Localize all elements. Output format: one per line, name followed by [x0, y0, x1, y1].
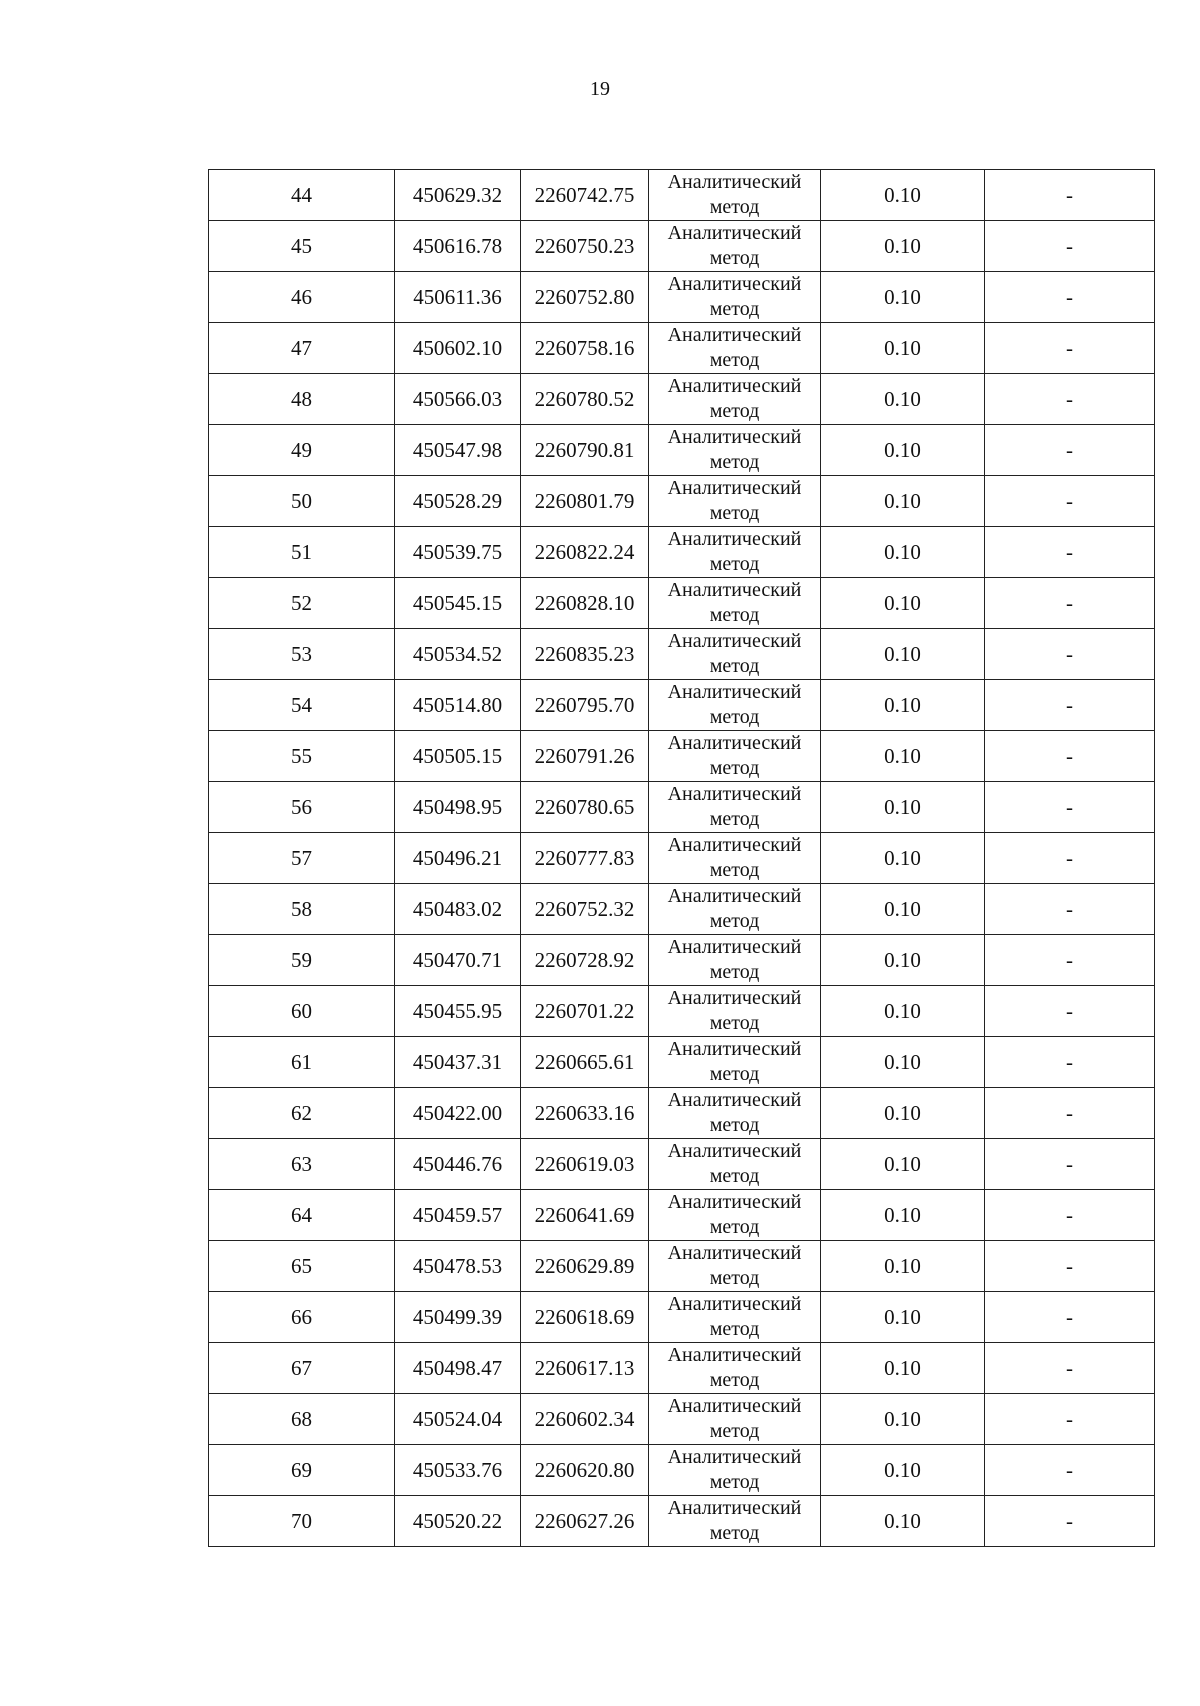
x-coordinate-cell: 450499.39 [395, 1292, 521, 1343]
x-coordinate-cell: 450520.22 [395, 1496, 521, 1547]
method-text: метод [709, 1318, 760, 1340]
point-number-cell: 67 [209, 1343, 395, 1394]
note-cell: - [985, 1088, 1155, 1139]
accuracy-cell: 0.10 [821, 1445, 985, 1496]
x-coordinate-cell: 450533.76 [395, 1445, 521, 1496]
table-row [209, 221, 1155, 272]
method-cell [649, 476, 821, 527]
method-text: Аналитический [667, 783, 802, 805]
method-text: метод [709, 604, 760, 626]
point-number-cell: 46 [209, 272, 395, 323]
method-text: метод [709, 502, 760, 524]
x-coordinate-cell: 450602.10 [395, 323, 521, 374]
method-text: Аналитический [667, 630, 802, 652]
note-cell: - [985, 629, 1155, 680]
method-cell [649, 1088, 821, 1139]
note-cell: - [985, 1496, 1155, 1547]
y-coordinate-cell: 2260701.22 [521, 986, 649, 1037]
method-text: метод [709, 655, 760, 677]
method-cell [649, 1445, 821, 1496]
table-row [209, 629, 1155, 680]
note-cell: - [985, 935, 1155, 986]
y-coordinate-cell: 2260633.16 [521, 1088, 649, 1139]
table-row [209, 170, 1155, 221]
method-text: метод [709, 1063, 760, 1085]
method-text: метод [709, 757, 760, 779]
point-number-cell: 51 [209, 527, 395, 578]
note-cell: - [985, 833, 1155, 884]
y-coordinate-cell: 2260629.89 [521, 1241, 649, 1292]
method-text: Аналитический [667, 579, 802, 601]
table-row [209, 374, 1155, 425]
method-text: метод [709, 400, 760, 422]
accuracy-cell: 0.10 [821, 986, 985, 1037]
method-text: Аналитический [667, 987, 802, 1009]
y-coordinate-cell: 2260728.92 [521, 935, 649, 986]
table-row [209, 731, 1155, 782]
method-text: метод [709, 1012, 760, 1034]
method-cell [649, 1190, 821, 1241]
note-cell: - [985, 476, 1155, 527]
accuracy-cell: 0.10 [821, 476, 985, 527]
accuracy-cell: 0.10 [821, 578, 985, 629]
point-number-cell: 68 [209, 1394, 395, 1445]
y-coordinate-cell: 2260752.32 [521, 884, 649, 935]
accuracy-cell: 0.10 [821, 170, 985, 221]
x-coordinate-cell: 450496.21 [395, 833, 521, 884]
table-row [209, 1445, 1155, 1496]
table-row [209, 272, 1155, 323]
point-number-cell: 61 [209, 1037, 395, 1088]
method-text: метод [709, 349, 760, 371]
method-text: метод [709, 706, 760, 728]
table-row [209, 680, 1155, 731]
method-text: метод [709, 1420, 760, 1442]
x-coordinate-cell: 450459.57 [395, 1190, 521, 1241]
y-coordinate-cell: 2260777.83 [521, 833, 649, 884]
accuracy-cell: 0.10 [821, 1190, 985, 1241]
y-coordinate-cell: 2260620.80 [521, 1445, 649, 1496]
method-text: Аналитический [667, 324, 802, 346]
y-coordinate-cell: 2260828.10 [521, 578, 649, 629]
accuracy-cell: 0.10 [821, 1394, 985, 1445]
method-cell [649, 935, 821, 986]
accuracy-cell: 0.10 [821, 1139, 985, 1190]
accuracy-cell: 0.10 [821, 323, 985, 374]
accuracy-cell: 0.10 [821, 1037, 985, 1088]
x-coordinate-cell: 450483.02 [395, 884, 521, 935]
note-cell: - [985, 1343, 1155, 1394]
method-text: Аналитический [667, 834, 802, 856]
point-number-cell: 52 [209, 578, 395, 629]
method-text: Аналитический [667, 426, 802, 448]
x-coordinate-cell: 450455.95 [395, 986, 521, 1037]
x-coordinate-cell: 450528.29 [395, 476, 521, 527]
table-row [209, 782, 1155, 833]
point-number-cell: 53 [209, 629, 395, 680]
method-text: метод [709, 1216, 760, 1238]
note-cell: - [985, 578, 1155, 629]
table-row [209, 1190, 1155, 1241]
note-cell: - [985, 425, 1155, 476]
point-number-cell: 65 [209, 1241, 395, 1292]
method-text: Аналитический [667, 528, 802, 550]
note-cell: - [985, 884, 1155, 935]
y-coordinate-cell: 2260835.23 [521, 629, 649, 680]
point-number-cell: 47 [209, 323, 395, 374]
note-cell: - [985, 221, 1155, 272]
y-coordinate-cell: 2260780.52 [521, 374, 649, 425]
method-text: метод [709, 1165, 760, 1187]
page-number: 19 [590, 78, 610, 100]
y-coordinate-cell: 2260619.03 [521, 1139, 649, 1190]
note-cell: - [985, 986, 1155, 1037]
accuracy-cell: 0.10 [821, 731, 985, 782]
point-number-cell: 63 [209, 1139, 395, 1190]
method-text: Аналитический [667, 477, 802, 499]
accuracy-cell: 0.10 [821, 1496, 985, 1547]
point-number-cell: 69 [209, 1445, 395, 1496]
point-number-cell: 70 [209, 1496, 395, 1547]
method-text: метод [709, 1471, 760, 1493]
method-text: Аналитический [667, 1038, 802, 1060]
method-text: метод [709, 808, 760, 830]
method-text: Аналитический [667, 681, 802, 703]
method-text: Аналитический [667, 1089, 802, 1111]
note-cell: - [985, 374, 1155, 425]
y-coordinate-cell: 2260618.69 [521, 1292, 649, 1343]
y-coordinate-cell: 2260795.70 [521, 680, 649, 731]
method-cell [649, 527, 821, 578]
table-row [209, 986, 1155, 1037]
x-coordinate-cell: 450470.71 [395, 935, 521, 986]
point-number-cell: 57 [209, 833, 395, 884]
coordinates-table [208, 169, 1155, 1547]
point-number-cell: 45 [209, 221, 395, 272]
x-coordinate-cell: 450539.75 [395, 527, 521, 578]
x-coordinate-cell: 450505.15 [395, 731, 521, 782]
method-cell [649, 629, 821, 680]
table-row [209, 1139, 1155, 1190]
method-cell [649, 680, 821, 731]
method-cell [649, 374, 821, 425]
x-coordinate-cell: 450534.52 [395, 629, 521, 680]
method-text: Аналитический [667, 1140, 802, 1162]
method-cell [649, 833, 821, 884]
y-coordinate-cell: 2260822.24 [521, 527, 649, 578]
y-coordinate-cell: 2260791.26 [521, 731, 649, 782]
point-number-cell: 66 [209, 1292, 395, 1343]
method-text: Аналитический [667, 1344, 802, 1366]
point-number-cell: 58 [209, 884, 395, 935]
method-text: Аналитический [667, 1395, 802, 1417]
y-coordinate-cell: 2260801.79 [521, 476, 649, 527]
point-number-cell: 59 [209, 935, 395, 986]
x-coordinate-cell: 450437.31 [395, 1037, 521, 1088]
point-number-cell: 44 [209, 170, 395, 221]
note-cell: - [985, 782, 1155, 833]
y-coordinate-cell: 2260742.75 [521, 170, 649, 221]
accuracy-cell: 0.10 [821, 1343, 985, 1394]
table-row [209, 1292, 1155, 1343]
accuracy-cell: 0.10 [821, 935, 985, 986]
point-number-cell: 49 [209, 425, 395, 476]
method-cell [649, 782, 821, 833]
y-coordinate-cell: 2260641.69 [521, 1190, 649, 1241]
method-text: метод [709, 910, 760, 932]
method-text: метод [709, 451, 760, 473]
accuracy-cell: 0.10 [821, 680, 985, 731]
method-text: метод [709, 859, 760, 881]
method-text: метод [709, 247, 760, 269]
accuracy-cell: 0.10 [821, 629, 985, 680]
method-text: метод [709, 1114, 760, 1136]
y-coordinate-cell: 2260758.16 [521, 323, 649, 374]
table-row [209, 425, 1155, 476]
accuracy-cell: 0.10 [821, 782, 985, 833]
note-cell: - [985, 1292, 1155, 1343]
point-number-cell: 54 [209, 680, 395, 731]
accuracy-cell: 0.10 [821, 221, 985, 272]
point-number-cell: 55 [209, 731, 395, 782]
method-cell [649, 1037, 821, 1088]
x-coordinate-cell: 450616.78 [395, 221, 521, 272]
x-coordinate-cell: 450547.98 [395, 425, 521, 476]
note-cell: - [985, 1241, 1155, 1292]
note-cell: - [985, 1037, 1155, 1088]
note-cell: - [985, 323, 1155, 374]
note-cell: - [985, 1394, 1155, 1445]
method-cell [649, 1241, 821, 1292]
table-row [209, 1496, 1155, 1547]
method-cell [649, 986, 821, 1037]
x-coordinate-cell: 450611.36 [395, 272, 521, 323]
accuracy-cell: 0.10 [821, 425, 985, 476]
table-row [209, 476, 1155, 527]
method-text: метод [709, 553, 760, 575]
method-text: метод [709, 1522, 760, 1544]
method-cell [649, 884, 821, 935]
y-coordinate-cell: 2260780.65 [521, 782, 649, 833]
method-text: метод [709, 298, 760, 320]
method-cell [649, 221, 821, 272]
table-row [209, 578, 1155, 629]
method-text: Аналитический [667, 171, 802, 193]
method-text: метод [709, 961, 760, 983]
method-text: Аналитический [667, 1191, 802, 1213]
x-coordinate-cell: 450422.00 [395, 1088, 521, 1139]
accuracy-cell: 0.10 [821, 884, 985, 935]
x-coordinate-cell: 450514.80 [395, 680, 521, 731]
accuracy-cell: 0.10 [821, 833, 985, 884]
method-cell [649, 578, 821, 629]
table-row [209, 323, 1155, 374]
method-text: Аналитический [667, 222, 802, 244]
accuracy-cell: 0.10 [821, 374, 985, 425]
x-coordinate-cell: 450498.47 [395, 1343, 521, 1394]
method-cell [649, 1394, 821, 1445]
point-number-cell: 50 [209, 476, 395, 527]
accuracy-cell: 0.10 [821, 1241, 985, 1292]
x-coordinate-cell: 450446.76 [395, 1139, 521, 1190]
x-coordinate-cell: 450498.95 [395, 782, 521, 833]
method-cell [649, 731, 821, 782]
point-number-cell: 56 [209, 782, 395, 833]
table-row [209, 1241, 1155, 1292]
x-coordinate-cell: 450545.15 [395, 578, 521, 629]
x-coordinate-cell: 450629.32 [395, 170, 521, 221]
y-coordinate-cell: 2260750.23 [521, 221, 649, 272]
accuracy-cell: 0.10 [821, 527, 985, 578]
y-coordinate-cell: 2260617.13 [521, 1343, 649, 1394]
x-coordinate-cell: 450478.53 [395, 1241, 521, 1292]
x-coordinate-cell: 450566.03 [395, 374, 521, 425]
y-coordinate-cell: 2260602.34 [521, 1394, 649, 1445]
x-coordinate-cell: 450524.04 [395, 1394, 521, 1445]
method-text: метод [709, 1267, 760, 1289]
table-row [209, 833, 1155, 884]
method-cell [649, 272, 821, 323]
y-coordinate-cell: 2260752.80 [521, 272, 649, 323]
method-text: Аналитический [667, 1446, 802, 1468]
method-cell [649, 1496, 821, 1547]
y-coordinate-cell: 2260790.81 [521, 425, 649, 476]
method-text: Аналитический [667, 1293, 802, 1315]
accuracy-cell: 0.10 [821, 1088, 985, 1139]
note-cell: - [985, 1190, 1155, 1241]
point-number-cell: 62 [209, 1088, 395, 1139]
note-cell: - [985, 1445, 1155, 1496]
accuracy-cell: 0.10 [821, 1292, 985, 1343]
accuracy-cell: 0.10 [821, 272, 985, 323]
method-text: Аналитический [667, 732, 802, 754]
method-text: Аналитический [667, 885, 802, 907]
point-number-cell: 64 [209, 1190, 395, 1241]
method-cell [649, 170, 821, 221]
note-cell: - [985, 1139, 1155, 1190]
note-cell: - [985, 170, 1155, 221]
method-cell [649, 1292, 821, 1343]
table-row [209, 935, 1155, 986]
method-text: Аналитический [667, 1497, 802, 1519]
method-text: Аналитический [667, 1242, 802, 1264]
y-coordinate-cell: 2260665.61 [521, 1037, 649, 1088]
method-text: метод [709, 1369, 760, 1391]
table-row [209, 1088, 1155, 1139]
table-body [209, 170, 1155, 1547]
table-row [209, 1037, 1155, 1088]
point-number-cell: 60 [209, 986, 395, 1037]
note-cell: - [985, 272, 1155, 323]
table-row [209, 1394, 1155, 1445]
note-cell: - [985, 680, 1155, 731]
method-cell [649, 1139, 821, 1190]
method-text: Аналитический [667, 273, 802, 295]
table-row [209, 527, 1155, 578]
method-text: Аналитический [667, 936, 802, 958]
point-number-cell: 48 [209, 374, 395, 425]
method-cell [649, 323, 821, 374]
y-coordinate-cell: 2260627.26 [521, 1496, 649, 1547]
note-cell: - [985, 527, 1155, 578]
note-cell: - [985, 731, 1155, 782]
method-text: метод [709, 196, 760, 218]
method-cell [649, 1343, 821, 1394]
method-cell [649, 425, 821, 476]
table-row [209, 1343, 1155, 1394]
method-text: Аналитический [667, 375, 802, 397]
table-row [209, 884, 1155, 935]
